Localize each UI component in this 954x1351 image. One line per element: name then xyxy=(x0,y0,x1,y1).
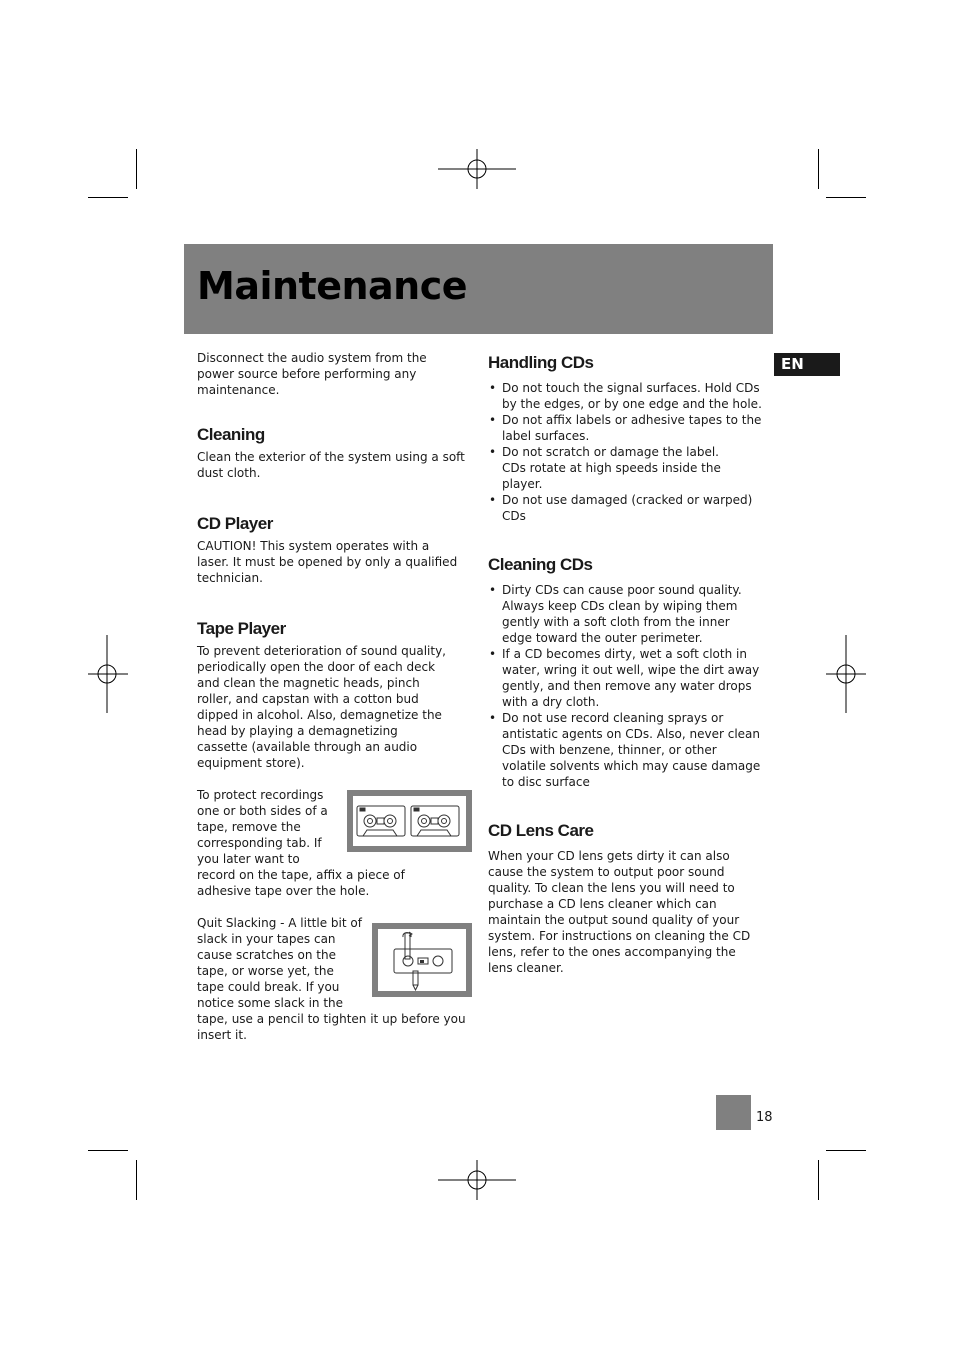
left-column xyxy=(197,350,472,1043)
page-number: 18 xyxy=(756,1110,773,1125)
page-number-box xyxy=(716,1095,751,1130)
list-item: • Do not touch the signal surfaces. Hold CDs by the edges, or by one edge and the hole. xyxy=(488,380,763,412)
list-item: • Do not scratch or damage the label. xyxy=(488,444,763,460)
pencil-cassette-icon xyxy=(378,929,466,991)
cleaning-text: Clean the exterior of the system using a soft dust cloth. xyxy=(197,450,465,480)
cd-lens-care-text: When your CD lens gets dirty it can also cause the system to output poor sound quality. To clean the lens you will need to purchase a CD lens cleaner which can maintain the output sound quality of your system. For instructions on cleaning the CD lens, refer to the ones accompanying the lens cleaner. xyxy=(488,849,751,975)
cd-player-text: CAUTION! This system operates with a laser. It must be opened by only a qualified technician. xyxy=(197,539,458,585)
slack-block xyxy=(197,915,472,1043)
registration-mark-bottom xyxy=(438,1160,516,1200)
intro-text: Disconnect the audio system from the power source before performing any maintenance. xyxy=(197,351,427,397)
list-item-text: CDs rotate at high speeds inside the player. xyxy=(502,461,721,491)
list-item: • If a CD becomes dirty, wet a soft cloth in water, wring it out well, wipe the dirt away gently, and then remove any water drops with a dry cloth. xyxy=(488,646,763,710)
language-badge: EN xyxy=(774,353,840,376)
registration-mark-left xyxy=(88,635,128,713)
cassette-icon xyxy=(353,796,466,846)
list-item: • Do not use damaged (cracked or warped) CDs xyxy=(488,492,763,524)
list-item: • Dirty CDs can cause poor sound quality. Always keep CDs clean by wiping them gently with a soft cloth from the inner edge toward the outer perimeter. xyxy=(488,582,763,646)
handling-cds-heading: Handling CDs xyxy=(488,353,594,372)
page-title: Maintenance xyxy=(197,264,468,308)
tape-player-heading: Tape Player xyxy=(197,619,286,638)
cassette-tabs-image xyxy=(347,790,472,852)
protect-block xyxy=(197,787,462,899)
registration-mark-right xyxy=(826,635,866,713)
protect-text: To protect recordings one or both sides of a tape, remove the corresponding tab. If you later want to record on the tape, affix a piece of adhesive tape over the hole. xyxy=(197,788,405,898)
slack-text: Quit Slacking - A little bit of slack in your tapes can cause scratches on the tape, or worse yet, the tape could break. If you notice some slack in the tape, use a pencil to tighten it up before you insert it. xyxy=(197,916,466,1042)
tape-player-text: To prevent deterioration of sound quality, periodically open the door of each deck and clean the magnetic heads, pinch roller, and capstan with a cotton bud dipped in alcohol. Also, demagnetize the head by playing a demagnetizing cassette (available through an audio equipment store). xyxy=(197,644,446,770)
cd-lens-care-heading: CD Lens Care xyxy=(488,821,594,840)
list-item: • Do not affix labels or adhesive tapes to the label surfaces. xyxy=(488,412,763,444)
cleaning-cds-list xyxy=(488,582,763,790)
right-column xyxy=(488,352,763,976)
pencil-cassette-image xyxy=(372,923,472,997)
handling-cds-list xyxy=(488,380,763,524)
cleaning-cds-heading: Cleaning CDs xyxy=(488,555,593,574)
registration-mark-top xyxy=(438,149,516,189)
list-item: • Do not use record cleaning sprays or antistatic agents on CDs. Also, never clean CDs with benzene, thinner, or other volatile solvents which may cause damage to disc surface xyxy=(488,710,763,790)
cd-player-heading: CD Player xyxy=(197,514,273,533)
list-item-continuation xyxy=(488,460,763,492)
cleaning-heading: Cleaning xyxy=(197,425,265,444)
title-band xyxy=(184,244,773,334)
